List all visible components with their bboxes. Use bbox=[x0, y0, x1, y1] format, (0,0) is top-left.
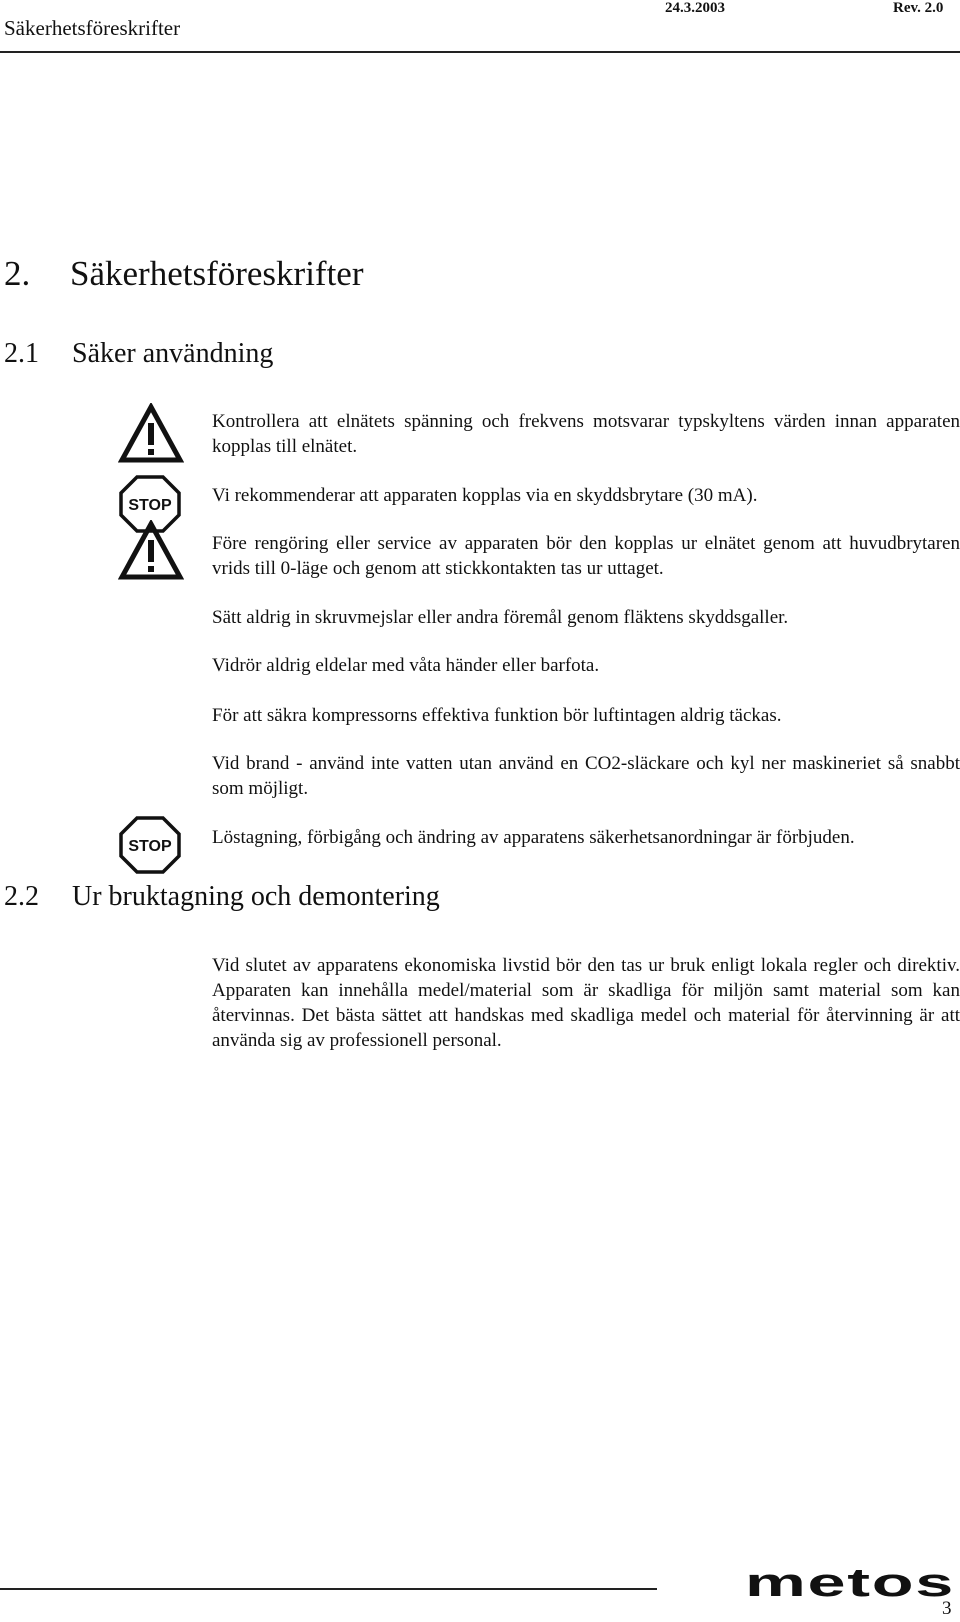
paragraph: Löstagning, förbigång och ändring av apparatens säkerhetsanordningar är förbjuden. bbox=[212, 827, 855, 848]
warning-triangle-icon bbox=[118, 520, 184, 582]
footer-divider bbox=[0, 1588, 657, 1590]
stop-sign-icon bbox=[117, 814, 183, 876]
subsection-heading bbox=[4, 881, 440, 913]
section-title: Säkerhetsföreskrifter bbox=[70, 254, 364, 293]
header-divider bbox=[0, 51, 960, 53]
subsection-title: Ur bruktagning och demontering bbox=[72, 881, 440, 912]
header-revision: Rev. 2.0 bbox=[893, 0, 944, 16]
header-date: 24.3.2003 bbox=[665, 0, 725, 16]
subsection-title: Säker användning bbox=[72, 338, 274, 369]
paragraph: Före rengöring eller service av apparaten bör den kopplas ur elnätet genom att huvudbrytaren vrids till 0-läge och genom att stickkontakten tas ur uttaget. bbox=[212, 533, 960, 579]
subsection-number: 2.2 bbox=[4, 881, 39, 912]
paragraph: Vidrör aldrig eldelar med våta händer eller barfota. bbox=[212, 655, 600, 676]
stop-sign-label: STOP bbox=[128, 838, 172, 855]
stop-sign-label: STOP bbox=[128, 497, 172, 514]
subsection-heading bbox=[4, 338, 273, 370]
section-number: 2. bbox=[4, 254, 31, 293]
paragraph: Vid slutet av apparatens ekonomiska livstid bör den tas ur bruk enligt lokala regler och direktiv. Apparaten kan innehålla medel/material som är skadliga för miljön samt material som kan återvinnas. Det bästa sättet att handskas med skadliga medel och material för återvinning är att använda sig av professionell personal. bbox=[212, 955, 960, 1051]
logo-text: metos bbox=[745, 1566, 955, 1600]
subsection-number: 2.1 bbox=[4, 338, 39, 369]
paragraph: Kontrollera att elnätets spänning och frekvens motsvarar typskyltens värden innan apparaten kopplas till elnätet. bbox=[212, 411, 960, 457]
section-heading bbox=[4, 254, 363, 294]
paragraph: Sätt aldrig in skruvmejslar eller andra föremål genom fläktens skyddsgaller. bbox=[212, 607, 789, 628]
header-title: Säkerhetsföreskrifter bbox=[4, 16, 181, 40]
warning-triangle-icon bbox=[118, 403, 184, 465]
page-number: 3 bbox=[942, 1598, 952, 1619]
metos-logo bbox=[745, 1566, 957, 1600]
paragraph: För att säkra kompressorns effektiva funktion bör luftintagen aldrig täckas. bbox=[212, 705, 782, 726]
paragraph: Vid brand - använd inte vatten utan använd en CO2-släckare och kyl ner maskineriet så snabbt som möjligt. bbox=[212, 753, 960, 799]
paragraph: Vi rekommenderar att apparaten kopplas via en skyddsbrytare (30 mA). bbox=[212, 485, 758, 506]
